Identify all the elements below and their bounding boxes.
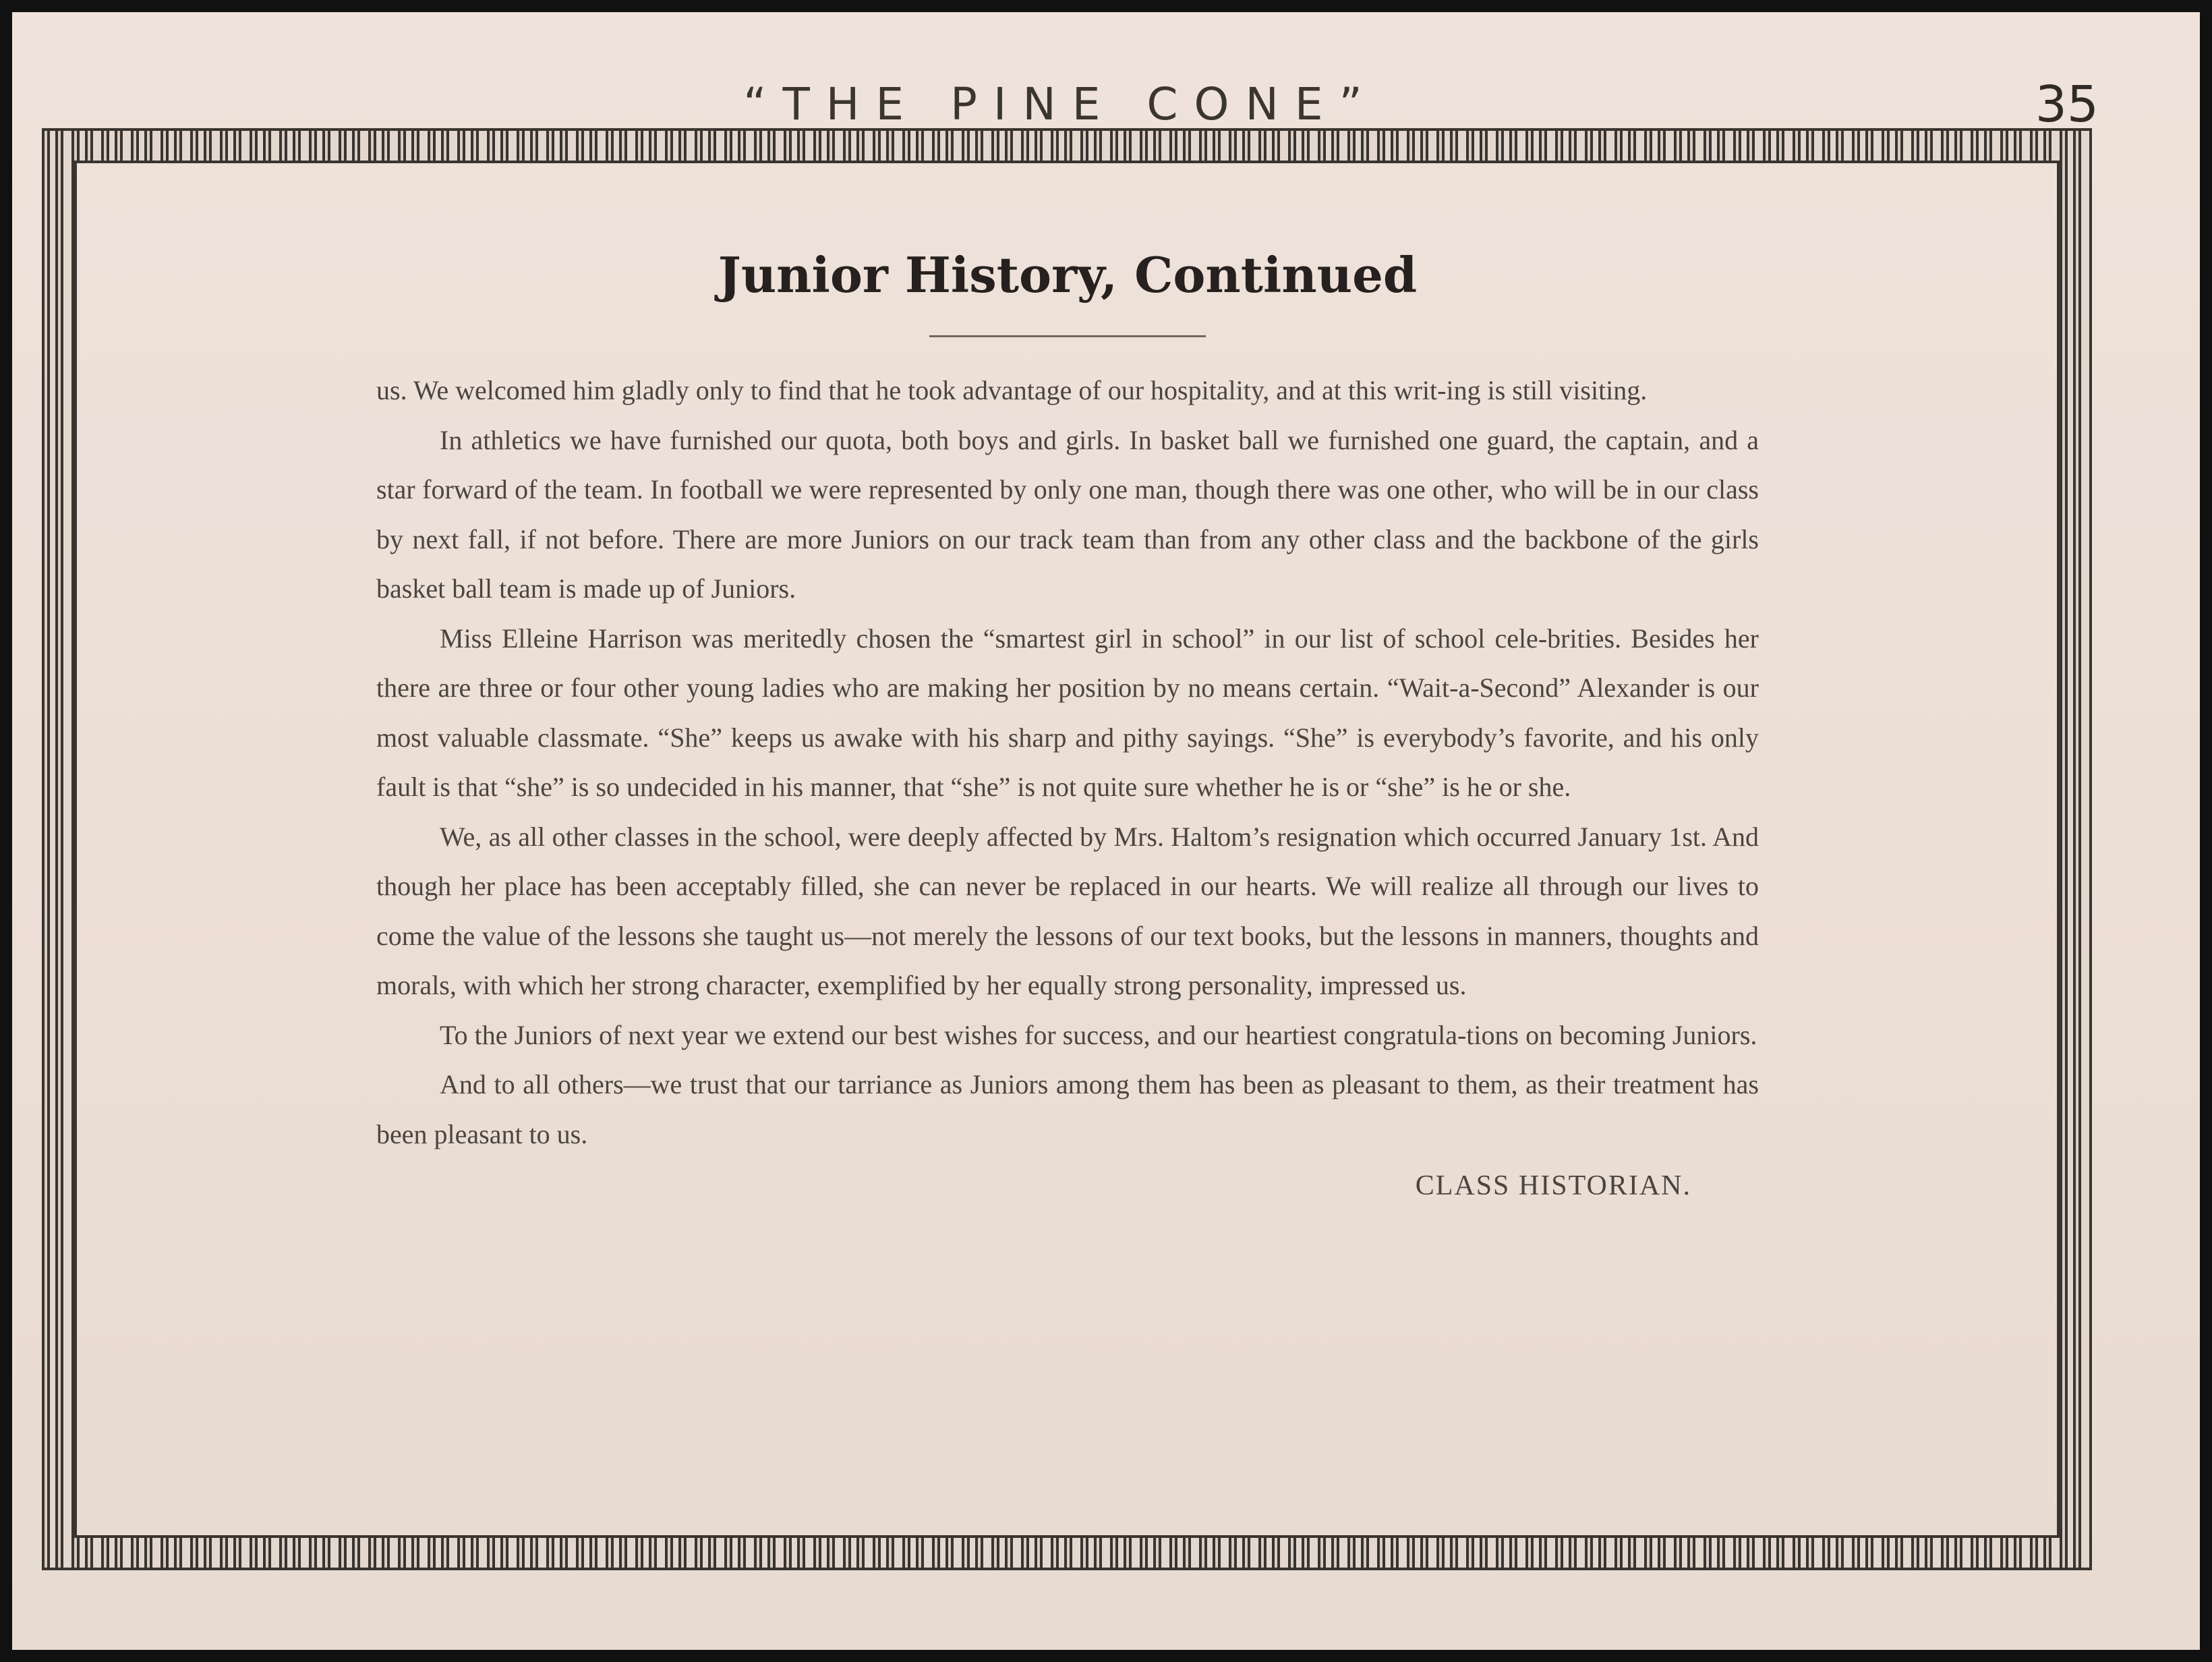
paragraph-continuation: us. We welcomed him gladly only to find that he took advantage of our hospitality, and at this writ-ing is still visiting. bbox=[376, 375, 1648, 406]
page-number: 35 bbox=[2035, 76, 2099, 134]
paragraph-athletics: In athletics we have furnished our quota, both boys and girls. In basket ball we furnished one guard, the captain, and a star forward of the team. In football we were represented by only one man, though there was one other, who will be in our class by next fall, if not before. There are more Juniors on our track team than from any other class and the backbone of the girls basket ball team is made up of Juniors. bbox=[376, 424, 1759, 604]
article-title: Junior History, Continued bbox=[718, 246, 1418, 304]
paragraph-next-year: To the Juniors of next year we extend our best wishes for success, and our heartiest congratula-tions on becoming Juniors. bbox=[440, 1019, 1757, 1050]
title-underline-rule bbox=[929, 335, 1206, 337]
signature: CLASS HISTORIAN. bbox=[1415, 1170, 1691, 1202]
paragraph-celebrities: Miss Elleine Harrison was meritedly chosen the “smartest girl in school” in our list of school cele-brities. Besides her there are three or four other young ladies who are making her position by no means certain. “Wait-a-Second” Alexander is our most valuable classmate. “She” keeps us awake with his sharp and pithy sayings. “She” is everybody’s favorite, and his only fault is that “she” is so undecided in his manner, that “she” is not quite sure whether he is or “she” is he or she. bbox=[376, 623, 1759, 803]
paragraph-closing: And to all others—we trust that our tarriance as Juniors among them has been as pleasant to them, as their treatment has been pleasant to us. bbox=[376, 1069, 1759, 1149]
running-title: “THE PINE CONE” bbox=[743, 78, 1378, 130]
paragraph-resignation: We, as all other classes in the school, were deeply affected by Mrs. Haltom’s resignation which occurred January 1st. And though her place has been acceptably filled, she can never be replaced in our hearts. We will realize all through our lives to come the value of the lessons she taught us—not merely the lessons of our text books, but the lessons in manners, thoughts and morals, with which her strong character, exemplified by her equally strong personality, impressed us. bbox=[376, 821, 1759, 1001]
scanned-page bbox=[12, 12, 2200, 1650]
article-body bbox=[376, 248, 1759, 1211]
